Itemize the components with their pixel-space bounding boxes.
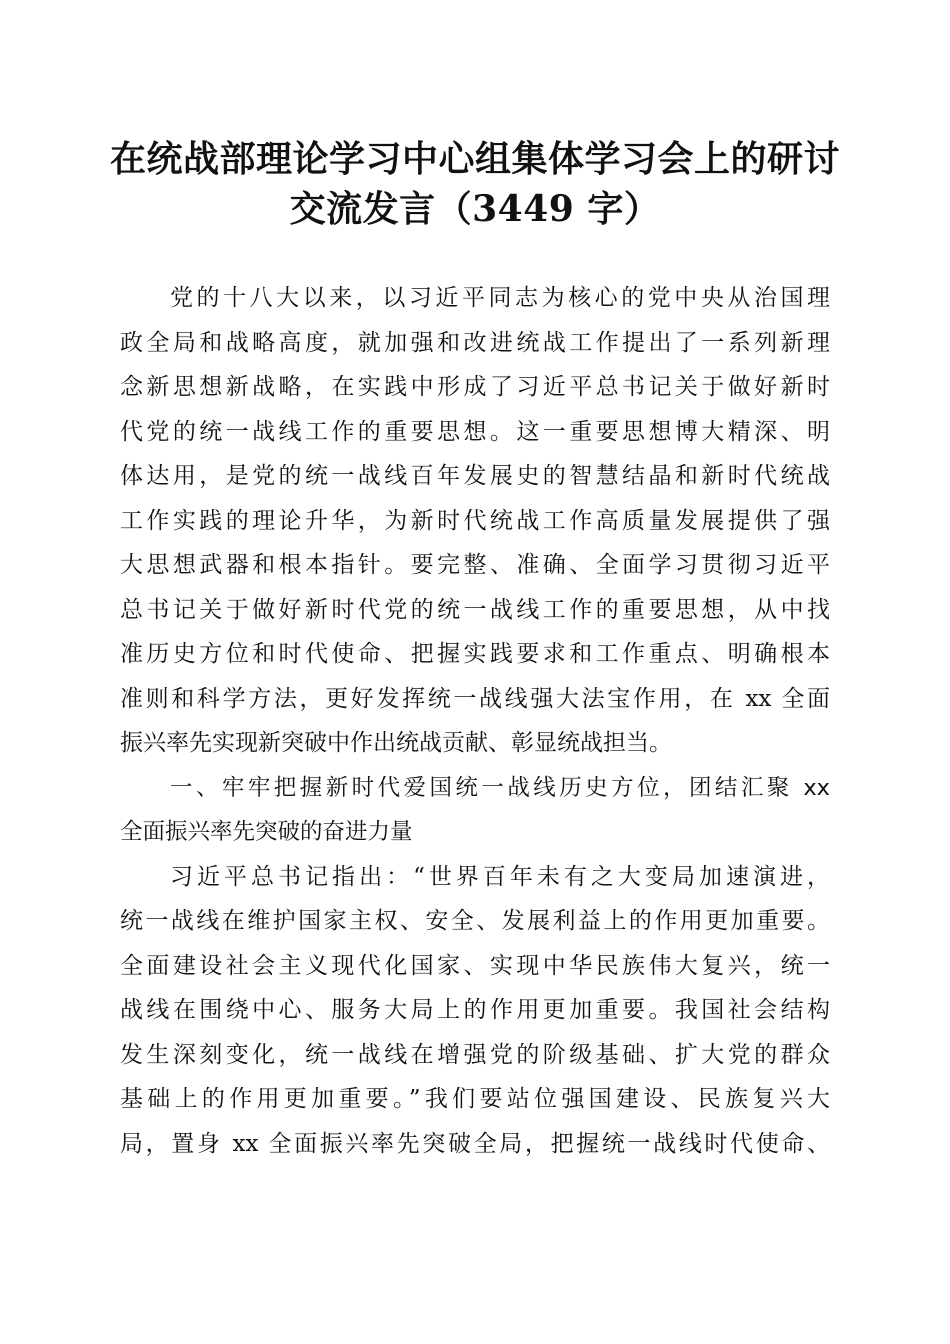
text-line: 准则和科学方法，更好发挥统一战线强大法宝作用，在 xx 全面 bbox=[120, 685, 830, 712]
text-line: 局，置身 xx 全面振兴率先突破全局，把握统一战线时代使命、 bbox=[120, 1130, 830, 1157]
text-line: 准历史方位和时代使命、把握实践要求和工作重点、明确根本 bbox=[120, 641, 830, 667]
text-line: 工作实践的理论升华，为新时代统战工作高质量发展提供了强 bbox=[120, 507, 830, 534]
title-line: 在统战部理论学习中心组集体学习会上的研讨 bbox=[110, 138, 841, 180]
text-line: 发生深刻变化，统一战线在增强党的阶级基础、扩大党的群众 bbox=[120, 1041, 830, 1068]
document-title bbox=[110, 134, 840, 234]
text-line: 振兴率先实现新突破中作出统战贡献、彰显统战担当。 bbox=[120, 730, 672, 756]
text-line: 统一战线在维护国家主权、安全、发展利益上的作用更加重要。 bbox=[120, 908, 830, 934]
text-line: 党的十八大以来，以习近平同志为核心的党中央从治国理 bbox=[170, 285, 830, 311]
text-line: 体达用，是党的统一战线百年发展史的智慧结晶和新时代统战 bbox=[120, 463, 830, 489]
paragraph-intro bbox=[120, 276, 830, 766]
paragraph-section-1 bbox=[120, 855, 830, 1167]
text-line: 习近平总书记指出：“世界百年未有之大变局加速演进， bbox=[170, 863, 830, 890]
text-line: 代党的统一战线工作的重要思想。这一重要思想博大精深、明 bbox=[120, 418, 830, 445]
text-line: 战线在围绕中心、服务大局上的作用更加重要。我国社会结构 bbox=[120, 997, 830, 1023]
document-body bbox=[120, 276, 830, 1166]
title-line: 交流发言（3449 字） bbox=[289, 188, 661, 230]
text-line: 总书记关于做好新时代党的统一战线工作的重要思想，从中找 bbox=[120, 596, 830, 623]
heading-line: 全面振兴率先突破的奋进力量 bbox=[120, 819, 413, 845]
text-line: 大思想武器和根本指针。要完整、准确、全面学习贯彻习近平 bbox=[120, 552, 830, 578]
text-line: 基础上的作用更加重要。”我们要站位强国建设、民族复兴大 bbox=[120, 1086, 830, 1112]
heading-line: 一、牢牢把握新时代爱国统一战线历史方位，团结汇聚 xx bbox=[170, 774, 830, 801]
section-heading-1 bbox=[120, 766, 830, 855]
text-line: 念新思想新战略，在实践中形成了习近平总书记关于做好新时 bbox=[120, 374, 830, 400]
text-line: 全面建设社会主义现代化国家、实现中华民族伟大复兴，统一 bbox=[120, 952, 830, 979]
text-line: 政全局和战略高度，就加强和改进统战工作提出了一系列新理 bbox=[120, 329, 830, 356]
